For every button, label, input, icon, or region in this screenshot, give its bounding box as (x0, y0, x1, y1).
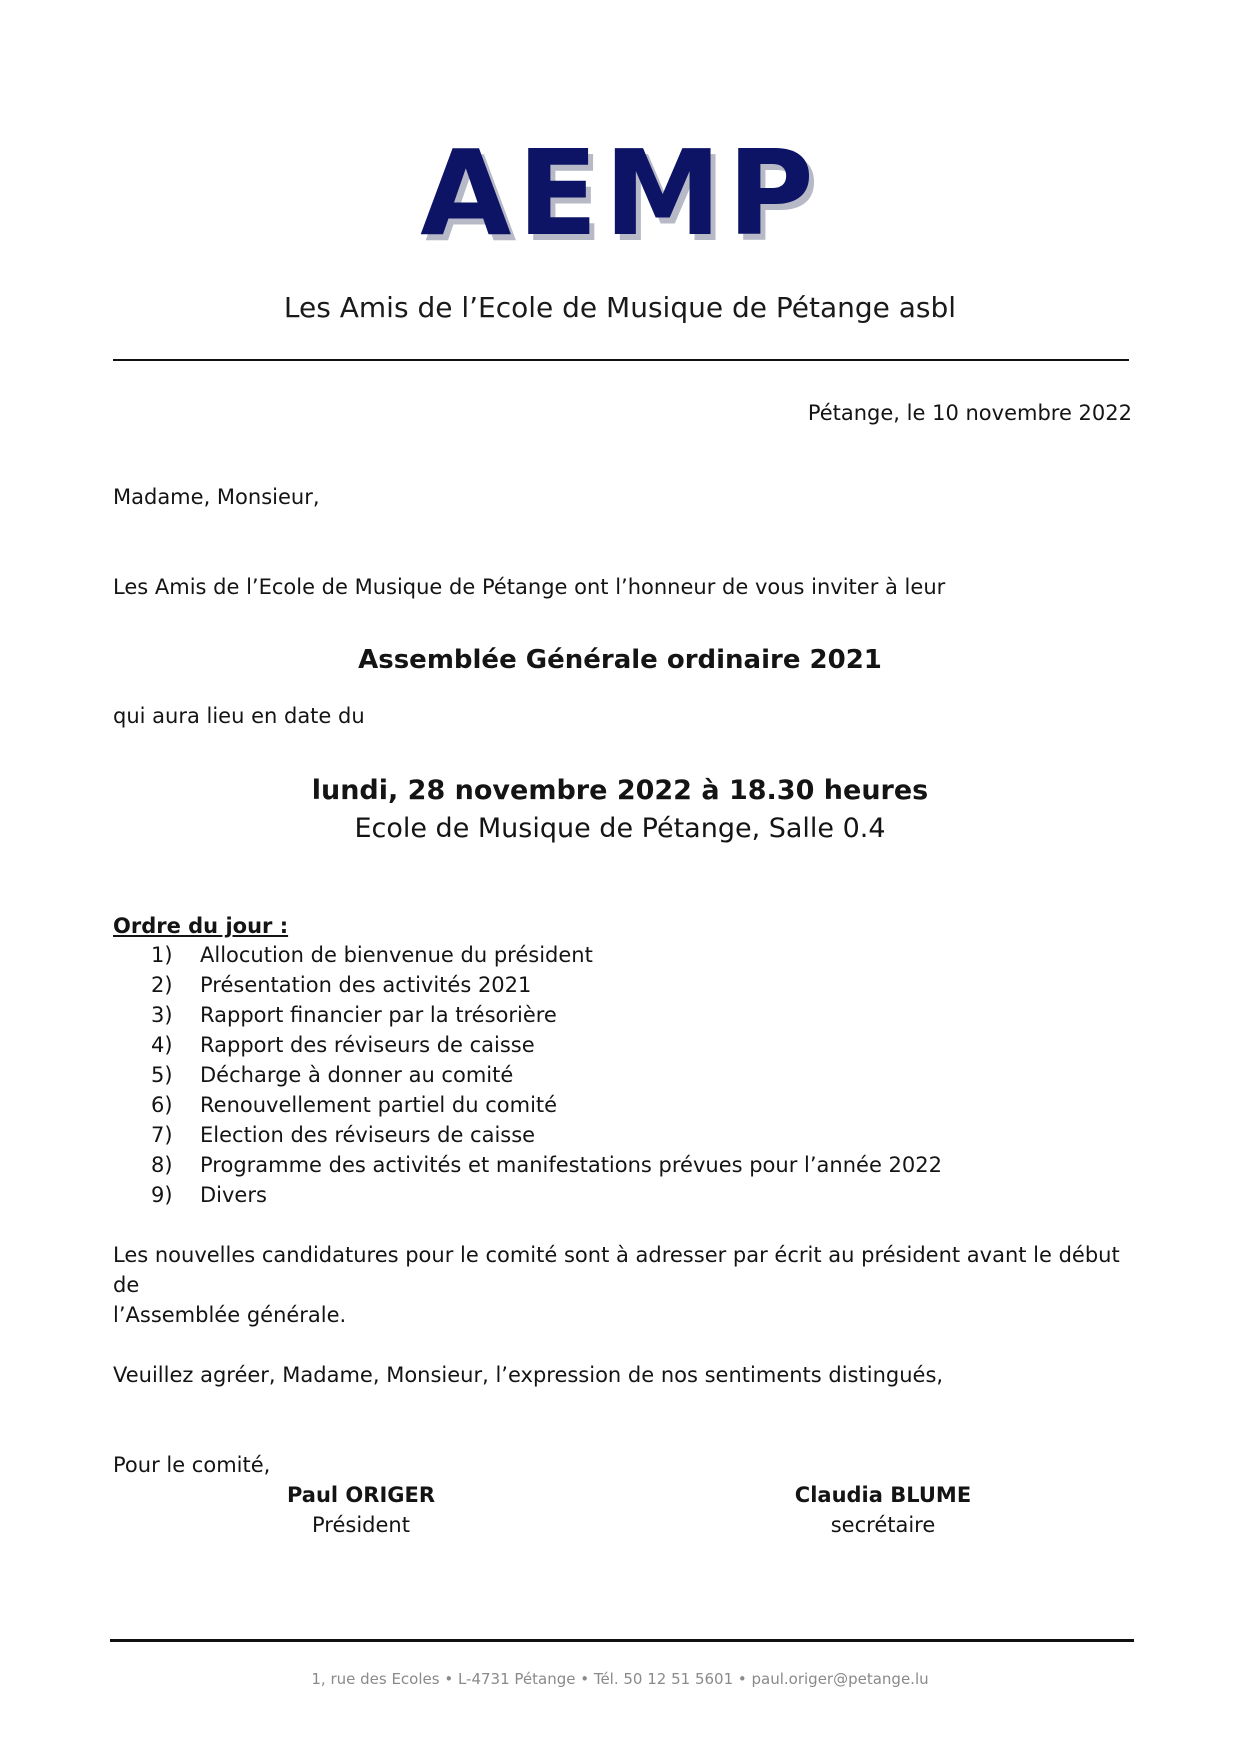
candidates-line: l’Assemblée générale. (113, 1303, 347, 1327)
candidates-paragraph (113, 1240, 1133, 1330)
candidates-line: Les nouvelles candidatures pour le comité sont à adresser par écrit au président avant le début de (113, 1243, 1120, 1297)
header-divider (113, 359, 1129, 361)
agenda-item-text: Décharge à donner au comité (200, 1063, 514, 1087)
agenda-item-number: 2) (151, 973, 173, 997)
agenda-item-text: Election des réviseurs de caisse (200, 1123, 536, 1147)
agenda-item-text: Renouvellement partiel du comité (200, 1093, 558, 1117)
agenda-item-number: 7) (151, 1123, 173, 1147)
agenda-item-number: 4) (151, 1033, 173, 1057)
salutation: Madame, Monsieur, (113, 485, 320, 509)
agenda-item (113, 1060, 942, 1090)
footer-divider (110, 1639, 1134, 1642)
agenda-item-text: Présentation des activités 2021 (200, 973, 532, 997)
signatory-role: secrétaire (830, 1513, 936, 1537)
agenda-item (113, 1120, 942, 1150)
signature-block-president (211, 1480, 511, 1540)
agenda-item-text: Divers (200, 1183, 267, 1207)
agenda-item-text: Allocution de bienvenue du président (200, 943, 593, 967)
agenda-item (113, 1090, 942, 1120)
letter-date: Pétange, le 10 novembre 2022 (807, 401, 1132, 425)
agenda-item-text: Rapport financier par la trésorière (200, 1003, 557, 1027)
meeting-title: Assemblée Générale ordinaire 2021 (358, 645, 882, 675)
agenda-item (113, 940, 942, 970)
closing-formula: Veuillez agréer, Madame, Monsieur, l’expression de nos sentiments distingués, (113, 1363, 944, 1387)
agenda-item-text: Rapport des réviseurs de caisse (200, 1033, 535, 1057)
event-place: Ecole de Musique de Pétange, Salle 0.4 (354, 813, 886, 844)
agenda-item-number: 8) (151, 1153, 173, 1177)
agenda-item (113, 1180, 942, 1210)
agenda-list (113, 940, 942, 1210)
signatory-name: Paul ORIGER (286, 1483, 436, 1507)
aemp-logo: AEMP (420, 124, 820, 262)
agenda-item-number: 9) (151, 1183, 173, 1207)
signatory-role: Président (312, 1513, 410, 1537)
agenda-item-number: 5) (151, 1063, 173, 1087)
intro-paragraph: Les Amis de l’Ecole de Musique de Pétange ont l’honneur de vous inviter à leur (113, 575, 946, 599)
agenda-item-number: 1) (151, 943, 173, 967)
agenda-item (113, 970, 942, 1000)
organization-name: Les Amis de l’Ecole de Musique de Pétange asbl (283, 291, 957, 324)
event-date: lundi, 28 novembre 2022 à 18.30 heures (311, 775, 929, 806)
footer-contact: 1, rue des Ecoles • L-4731 Pétange • Tél. 50 12 51 5601 • paul.origer@petange.lu (311, 1670, 929, 1688)
sign-intro: Pour le comité, (113, 1453, 271, 1477)
signatory-name: Claudia BLUME (794, 1483, 972, 1507)
agenda-item-text: Programme des activités et manifestations prévues pour l’année 2022 (200, 1153, 942, 1177)
agenda-heading: Ordre du jour : (113, 914, 289, 938)
agenda-item (113, 1030, 942, 1060)
agenda-item (113, 1150, 942, 1180)
signature-block-secretary (733, 1480, 1033, 1540)
date-intro: qui aura lieu en date du (113, 704, 365, 728)
agenda-item-number: 3) (151, 1003, 173, 1027)
agenda-item-number: 6) (151, 1093, 173, 1117)
agenda-item (113, 1000, 942, 1030)
